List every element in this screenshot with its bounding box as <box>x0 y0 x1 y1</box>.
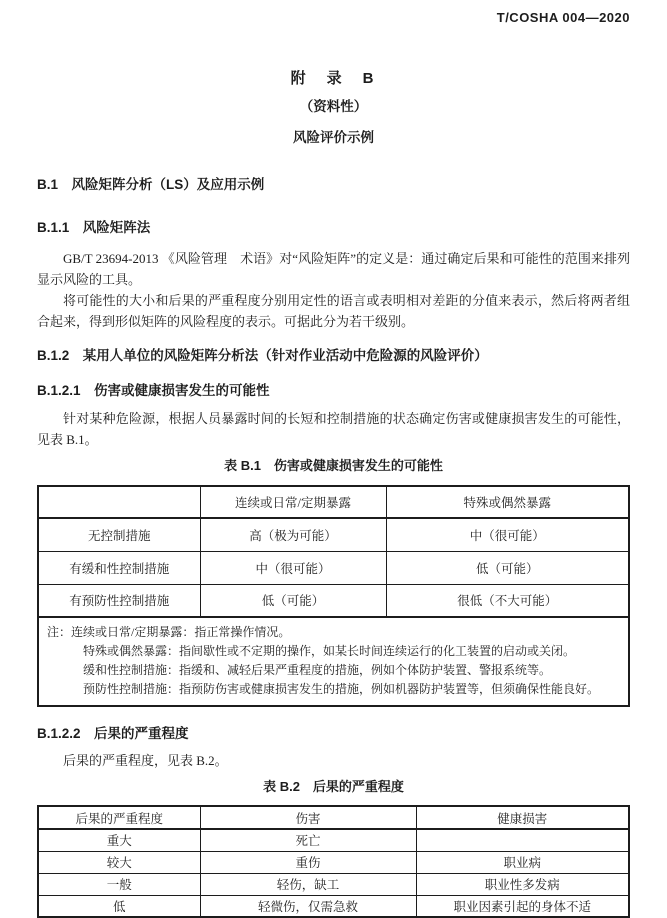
table-b1-header-row <box>38 486 629 518</box>
table-row <box>38 551 629 584</box>
table-cell: 低（可能） <box>386 551 629 584</box>
table-cell: 无控制措施 <box>38 518 200 551</box>
appendix-title: 风险评价示例 <box>293 130 374 145</box>
table-cell: 职业性多发病 <box>416 873 629 895</box>
table-cell: 很低（不大可能） <box>386 584 629 617</box>
note-line: 预防性控制措施：指预防伤害或健康损害发生的措施，例如机器防护装置等，但须确保性能良好。 <box>83 682 600 696</box>
table-cell: 轻微伤，仅需急救 <box>200 895 416 917</box>
table-row <box>38 851 629 873</box>
paragraph-matrix-description: 将可能性的大小和后果的严重程度分别用定性的语言或表明相对差距的分值来表示，然后将两者组合起来，得到形似矩阵的风险程度的表示。可据此分为若干级别。 <box>37 293 630 329</box>
table-header-cell: 健康损害 <box>416 806 629 829</box>
table-cell: 一般 <box>38 873 200 895</box>
table-cell: 死亡 <box>200 829 416 851</box>
note-line: 特殊或偶然暴露：指间歇性或不定期的操作，如某长时间连续运行的化工装置的启动或关闭。 <box>83 644 576 658</box>
table-row <box>38 584 629 617</box>
note-line: 缓和性控制措施：指缓和、减轻后果严重程度的措施，例如个体防护装置、警报系统等。 <box>83 663 552 677</box>
table-row <box>38 829 629 851</box>
heading-b1-2-1: B.1.2.1 伤害或健康损害发生的可能性 <box>37 383 270 398</box>
table-header-cell: 伤害 <box>200 806 416 829</box>
table-b1 <box>37 485 630 707</box>
table-cell: 有预防性控制措施 <box>38 584 200 617</box>
heading-b1-1: B.1.1 风险矩阵法 <box>37 220 151 235</box>
table-cell: 轻伤，缺工 <box>200 873 416 895</box>
table-header-cell <box>38 486 200 518</box>
table-cell <box>416 829 629 851</box>
table-header-cell: 后果的严重程度 <box>38 806 200 829</box>
table-cell: 重大 <box>38 829 200 851</box>
table-cell: 有缓和性控制措施 <box>38 551 200 584</box>
table-cell: 低（可能） <box>200 584 386 617</box>
paragraph-possibility-intro: 针对某种危险源，根据人员暴露时间的长短和控制措施的状态确定伤害或健康损害发生的可能性，见表 B.1。 <box>37 411 630 447</box>
paragraph-matrix-definition: GB/T 23694-2013 《风险管理 术语》对“风险矩阵”的定义是：通过确定后果和可能性的范围来排列显示风险的工具。 <box>37 251 630 287</box>
table-notes-cell <box>38 617 629 706</box>
table-row <box>38 895 629 917</box>
table-row <box>38 518 629 551</box>
table-cell: 中（很可能） <box>386 518 629 551</box>
table-cell: 低 <box>38 895 200 917</box>
table-notes-row <box>38 617 629 706</box>
heading-b1-2: B.1.2 某用人单位的风险矩阵分析法（针对作业活动中危险源的风险评价） <box>37 348 488 363</box>
table-row <box>38 873 629 895</box>
paragraph-severity-intro: 后果的严重程度，见表 B.2。 <box>63 753 228 768</box>
table-header-cell: 特殊或偶然暴露 <box>386 486 629 518</box>
table-b2 <box>37 805 630 918</box>
title-block <box>37 67 630 146</box>
table-cell: 中（很可能） <box>200 551 386 584</box>
table-b2-header-row <box>38 806 629 829</box>
table-cell: 高（极为可能） <box>200 518 386 551</box>
table-cell: 职业因素引起的身体不适 <box>416 895 629 917</box>
table-cell: 重伤 <box>200 851 416 873</box>
note-line: 注：连续或日常/定期暴露：指正常操作情况。 <box>47 625 291 639</box>
table-cell: 较大 <box>38 851 200 873</box>
table-b2-caption: 表 B.2 后果的严重程度 <box>263 779 404 794</box>
normative-label: （资料性） <box>299 99 368 114</box>
table-b1-caption: 表 B.1 伤害或健康损害发生的可能性 <box>224 458 443 473</box>
doc-code: T/COSHA 004—2020 <box>496 10 630 25</box>
heading-b1-2-2: B.1.2.2 后果的严重程度 <box>37 726 189 741</box>
table-cell: 职业病 <box>416 851 629 873</box>
heading-b1: B.1 风险矩阵分析（LS）及应用示例 <box>37 177 265 192</box>
appendix-label: 附 录 B <box>290 70 377 87</box>
table-header-cell: 连续或日常/定期暴露 <box>200 486 386 518</box>
